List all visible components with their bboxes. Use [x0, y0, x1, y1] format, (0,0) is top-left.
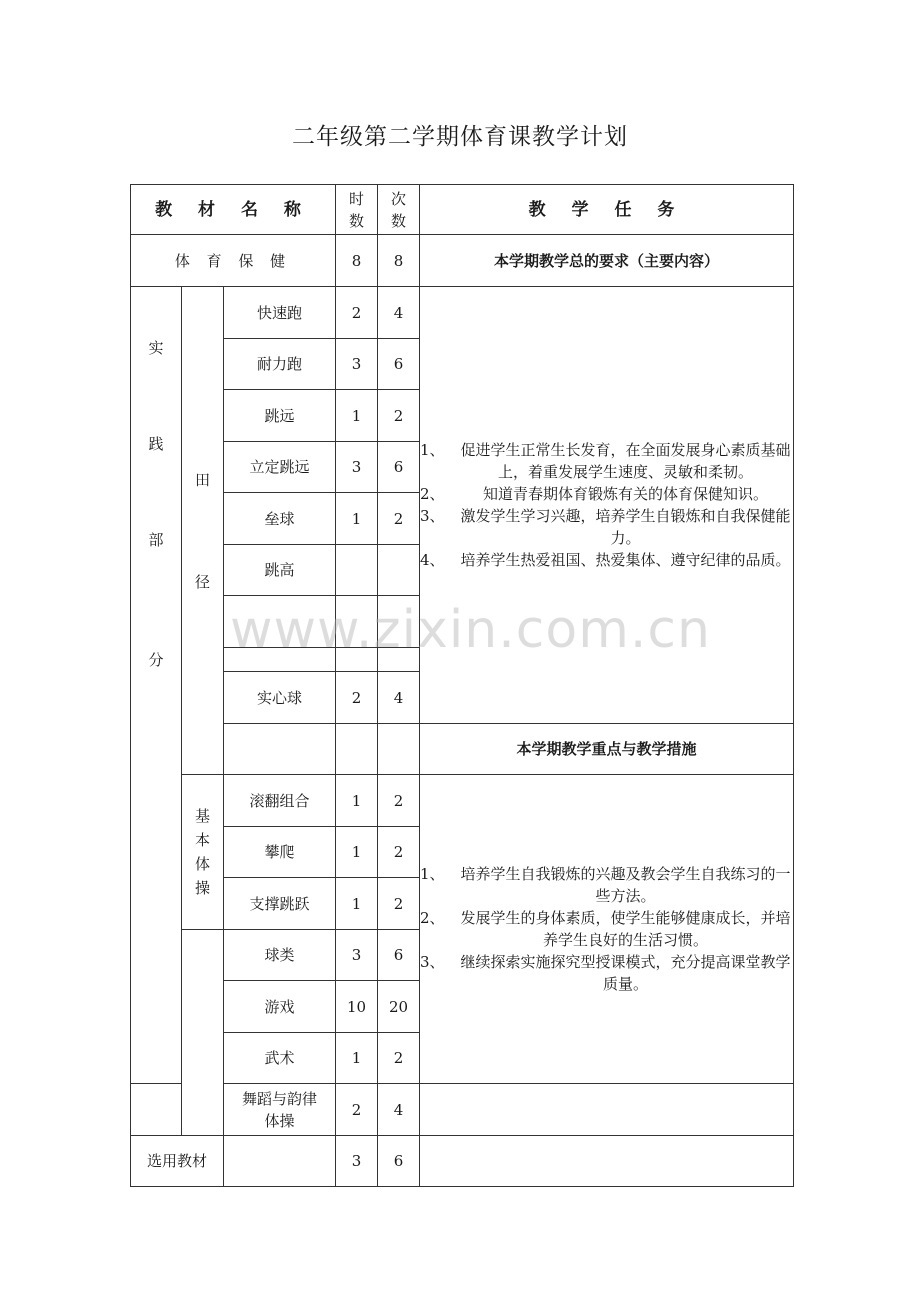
- empty-cell: [420, 1136, 794, 1187]
- item-times: 2: [378, 775, 420, 827]
- item-hours: 2: [336, 287, 378, 339]
- item-times: 2: [378, 1033, 420, 1084]
- item-times: 2: [378, 390, 420, 442]
- header-times-line1: 次: [390, 189, 406, 208]
- item-hours: 1: [336, 390, 378, 442]
- empty-cell: [420, 1084, 794, 1136]
- header-row: [131, 185, 794, 235]
- item-name: 武术: [224, 1033, 336, 1084]
- empty-cell: [224, 648, 336, 672]
- item-times: 6: [378, 442, 420, 493]
- empty-cell: [378, 648, 420, 672]
- athletics-char-2: 径: [194, 573, 210, 591]
- athletics-char-1: 田: [194, 471, 210, 489]
- item-name: 游戏: [224, 981, 336, 1033]
- item-times: 2: [378, 493, 420, 545]
- item-hours: 2: [336, 672, 378, 724]
- gym-label: [182, 775, 224, 930]
- empty-cell: [131, 1084, 182, 1136]
- health-hours: 8: [336, 235, 378, 287]
- item-hours: 3: [336, 930, 378, 981]
- header-task: 教 学 任 务: [420, 185, 794, 235]
- elective-name: [224, 1136, 336, 1187]
- teaching-plan-table: [130, 184, 794, 1187]
- item-name-line1: 舞蹈与韵律: [241, 1089, 317, 1108]
- practice-char-3: 部: [148, 531, 164, 549]
- item-hours: 10: [336, 981, 378, 1033]
- practice-char-2: 践: [148, 435, 164, 453]
- elective-hours: 3: [336, 1136, 378, 1187]
- watermark: www.zixin.com.cn: [230, 600, 711, 660]
- item-name: 攀爬: [224, 827, 336, 878]
- header-hours-line2: 数: [348, 211, 364, 230]
- elective-label: 选用教材: [131, 1136, 224, 1187]
- athletics-label: [182, 287, 224, 775]
- item-name: 球类: [224, 930, 336, 981]
- empty-cell: [224, 596, 336, 648]
- requirements-list: [420, 287, 794, 724]
- list-item: 4、 培养学生热爱祖国、热爱集体、遵守纪律的品质。: [420, 551, 791, 569]
- health-row: [131, 235, 794, 287]
- item-times: 4: [378, 672, 420, 724]
- list-item: 3、 继续探索实施探究型授课模式，充分提高课堂教学质量。: [420, 953, 791, 993]
- item-hours: 1: [336, 493, 378, 545]
- empty-cell: [378, 596, 420, 648]
- gym-char-1: 基: [194, 807, 210, 825]
- empty-cell: [336, 648, 378, 672]
- list-item: 2、 知道青春期体育锻炼有关的体育保健知识。: [420, 485, 768, 503]
- item-times: 6: [378, 930, 420, 981]
- item-hours: 1: [336, 775, 378, 827]
- item-times: 6: [378, 339, 420, 390]
- header-hours-line1: 时: [348, 189, 364, 208]
- health-label: 体 育 保 健: [131, 235, 336, 287]
- item-hours: 3: [336, 442, 378, 493]
- item-hours: 3: [336, 339, 378, 390]
- gym-char-2: 本: [194, 831, 210, 849]
- requirements-title: 本学期教学总的要求（主要内容）: [420, 235, 794, 287]
- header-hours: [336, 185, 378, 235]
- item-name: 滚翻组合: [224, 775, 336, 827]
- item-name: 立定跳远: [224, 442, 336, 493]
- item-name: 耐力跑: [224, 339, 336, 390]
- item-hours: [336, 545, 378, 596]
- item-hours: 1: [336, 827, 378, 878]
- elective-times: 6: [378, 1136, 420, 1187]
- gym-char-4: 操: [194, 879, 210, 897]
- measures-list: [420, 775, 794, 1084]
- item-times: 2: [378, 878, 420, 930]
- item-name: 快速跑: [224, 287, 336, 339]
- list-item: 2、 发展学生的身体素质，使学生能够健康成长，并培养学生良好的生活习惯。: [420, 909, 791, 949]
- item-name: 垒球: [224, 493, 336, 545]
- table-row: [131, 287, 794, 339]
- table-row-empty: [131, 724, 794, 775]
- item-name: 支撑跳跃: [224, 878, 336, 930]
- header-times-line2: 数: [390, 211, 406, 230]
- other-group-label: [182, 930, 224, 1136]
- empty-cell: [336, 596, 378, 648]
- item-hours: 1: [336, 878, 378, 930]
- item-hours: 1: [336, 1033, 378, 1084]
- list-item: 3、 激发学生学习兴趣，培养学生自锻炼和自我保健能力。: [420, 507, 791, 547]
- list-item: 1、 培养学生自我锻炼的兴趣及教会学生自我练习的一些方法。: [420, 865, 791, 905]
- practice-section-label: [131, 287, 182, 1084]
- practice-char-4: 分: [148, 651, 164, 669]
- item-times: 2: [378, 827, 420, 878]
- empty-cell: [378, 724, 420, 775]
- table-row: [131, 775, 794, 827]
- item-hours: 2: [336, 1084, 378, 1136]
- item-times: 20: [378, 981, 420, 1033]
- health-times: 8: [378, 235, 420, 287]
- empty-cell: [224, 724, 336, 775]
- elective-row: [131, 1136, 794, 1187]
- item-name: 跳远: [224, 390, 336, 442]
- item-times: 4: [378, 1084, 420, 1136]
- gym-char-3: 体: [194, 855, 210, 873]
- item-times: [378, 545, 420, 596]
- list-item: 1、 促进学生正常生长发育，在全面发展身心素质基础上，着重发展学生速度、灵敏和柔韧。: [420, 441, 791, 481]
- practice-char-1: 实: [148, 339, 164, 357]
- measures-title: 本学期教学重点与教学措施: [420, 724, 794, 775]
- header-material: 教 材 名 称: [131, 185, 336, 235]
- item-name: 跳高: [224, 545, 336, 596]
- page-title: 二年级第二学期体育课教学计划: [292, 124, 628, 150]
- empty-cell: [336, 724, 378, 775]
- item-name-line2: 体操: [264, 1111, 295, 1130]
- table-row: [131, 1084, 794, 1136]
- item-name: [224, 1084, 336, 1136]
- item-name: 实心球: [224, 672, 336, 724]
- header-times: [378, 185, 420, 235]
- item-times: 4: [378, 287, 420, 339]
